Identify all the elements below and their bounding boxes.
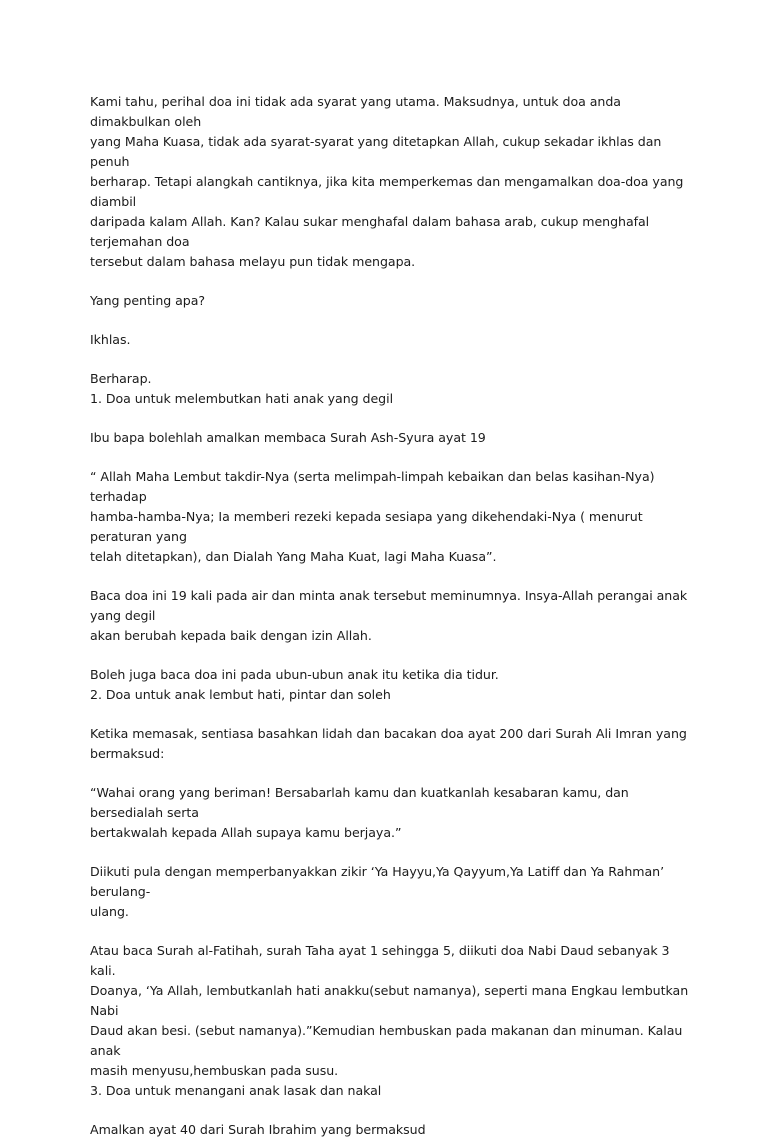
paragraph-quote-1 xyxy=(90,467,690,567)
paragraph-quote-2 xyxy=(90,783,690,843)
paragraph-heading-2 xyxy=(90,665,690,705)
text-line: bermaksud: xyxy=(90,746,165,761)
text-line: Ikhlas. xyxy=(90,332,131,347)
paragraph-intro xyxy=(90,92,690,272)
document-page xyxy=(90,92,690,1140)
text-line: Kami tahu, perihal doa ini tidak ada syarat yang utama. Maksudnya, untuk doa anda dimakbulkan oleh xyxy=(90,94,621,129)
text-line: tersebut dalam bahasa melayu pun tidak mengapa. xyxy=(90,254,416,269)
text-line: daripada kalam Allah. Kan? Kalau sukar menghafal dalam bahasa arab, cukup menghafal terjemahan doa xyxy=(90,214,650,249)
text-line: akan berubah kepada baik dengan izin Allah. xyxy=(90,628,372,643)
text-line: Ketika memasak, sentiasa basahkan lidah dan bacakan doa ayat 200 dari Surah Ali Imran yang xyxy=(90,726,687,741)
paragraph-instruction-2 xyxy=(90,586,690,646)
text-line: bertakwalah kepada Allah supaya kamu berjaya.” xyxy=(90,825,402,840)
section-heading: 3. Doa untuk menangani anak lasak dan nakal xyxy=(90,1083,382,1098)
text-line: ulang. xyxy=(90,904,129,919)
paragraph-heading-1 xyxy=(90,369,690,409)
text-line: Diikuti pula dengan memperbanyakkan zikir ‘Ya Hayyu,Ya Qayyum,Ya Latiff dan Ya Rahman’ berulang- xyxy=(90,864,665,899)
section-heading: 1. Doa untuk melembutkan hati anak yang degil xyxy=(90,391,394,406)
text-line: Boleh juga baca doa ini pada ubun-ubun anak itu ketika dia tidur. xyxy=(90,667,499,682)
paragraph-instruction-3 xyxy=(90,724,690,764)
paragraph-question xyxy=(90,291,690,311)
paragraph-answer xyxy=(90,330,690,350)
text-line: Yang penting apa? xyxy=(90,293,206,308)
text-line: berharap. Tetapi alangkah cantiknya, jika kita memperkemas dan mengamalkan doa-doa yang diambil xyxy=(90,174,684,209)
text-line: Doanya, ‘Ya Allah, lembutkanlah hati anakku(sebut namanya), seperti mana Engkau lembutkan Nabi xyxy=(90,983,689,1018)
text-line: yang Maha Kuasa, tidak ada syarat-syarat yang ditetapkan Allah, cukup sekadar ikhlas dan penuh xyxy=(90,134,662,169)
text-line: Atau baca Surah al-Fatihah, surah Taha ayat 1 sehingga 5, diikuti doa Nabi Daud sebanyak 3 kali. xyxy=(90,943,670,978)
text-line: Baca doa ini 19 kali pada air dan minta anak tersebut meminumnya. Insya-Allah perangai anak yang degil xyxy=(90,588,688,623)
text-line: “ Allah Maha Lembut takdir-Nya (serta melimpah-limpah kebaikan dan belas kasihan-Nya) terhadap xyxy=(90,469,655,504)
text-line: Berharap. xyxy=(90,371,152,386)
text-line: telah ditetapkan), dan Dialah Yang Maha Kuat, lagi Maha Kuasa”. xyxy=(90,549,497,564)
text-line: Ibu bapa bolehlah amalkan membaca Surah Ash-Syura ayat 19 xyxy=(90,430,486,445)
text-line: “Wahai orang yang beriman! Bersabarlah kamu dan kuatkanlah kesabaran kamu, dan bersedialah serta xyxy=(90,785,629,820)
text-line: Daud akan besi. (sebut namanya).”Kemudian hembuskan pada makanan dan minuman. Kalau anak xyxy=(90,1023,683,1058)
paragraph-heading-3 xyxy=(90,941,690,1101)
text-line: Amalkan ayat 40 dari Surah Ibrahim yang bermaksud xyxy=(90,1122,426,1137)
paragraph-instruction-1 xyxy=(90,428,690,448)
text-line: masih menyusu,hembuskan pada susu. xyxy=(90,1063,339,1078)
paragraph-zikir xyxy=(90,862,690,922)
paragraph-instruction-4 xyxy=(90,1120,690,1140)
text-line: hamba-hamba-Nya; Ia memberi rezeki kepada sesiapa yang dikehendaki-Nya ( menurut peraturan yang xyxy=(90,509,643,544)
section-heading: 2. Doa untuk anak lembut hati, pintar dan soleh xyxy=(90,687,391,702)
